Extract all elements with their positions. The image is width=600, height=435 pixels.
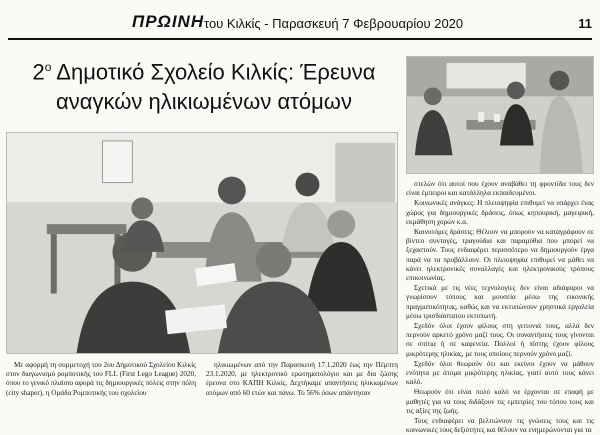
headline-ordinal: ο <box>44 60 52 74</box>
column-3-paragraph: Σχεδόν όλοι θεωρούν ότι και εκείνοι έχουν να μάθουν ενότητα με άτομα μικρότερης ηλικίας, γιατί αυτό τους κάνει καλό. <box>406 359 594 387</box>
column-2-paragraph: ηλικιωμένων από την Παρασκευή 17.1.2020 έως την Πέμπτη 23.1.2020, με ηλεκτρονικό ερωτηματολόγιο και με δια ζώσης έρευνα στο ΚΑΠΗ Κιλκίς. Δεχτήκαμε απαντήσεις ηλικιωμένων ατόμων από 60 ετών και πάνω. Το 56% όσων απάντησαν <box>206 361 398 397</box>
column-3-paragraph: Σχεδόν όλοι έχουν φίλους στη γειτονιά τους, αλλά δεν περνούν αρκετό χρόνο μαζί τους. Οι συναντήσεις τους γίνονται σε σπίτια ή σε καφενεία. Πολλοί ή πίστης έχουν φίλους μικρότερης ηλικίας, με τους οποίους περνούν χρόνο μαζί. <box>406 322 594 358</box>
column-3-paragraph: Σχετικά με τις νέες τεχνολογίες δεν είναι αδιάφοροι να γνωρίσουν τόπους και μουσεία μέσω της εικονικής πραγματικότητας, καθώς και να εκτυπώνουν χρηστικά εργαλεία μέσω τρισδιάστατου εκτυπωτή. <box>406 284 594 320</box>
column-3-paragraph: Τους ενδιαφέρει να βελτιώνουν τις γνώσεις τους και τις κοινωνικές τους δεξιότητες και θέλουν να ενημερώνονται για τα <box>406 417 594 435</box>
newspaper-masthead <box>8 0 592 40</box>
newspaper-name: ΠΡΩΙΝΗ <box>132 12 205 31</box>
headline-number: 2 <box>32 59 45 85</box>
headline-line-2: αναγκών ηλικιωμένων ατόμων <box>56 89 352 115</box>
side-article-photo <box>406 56 594 174</box>
article-column-2 <box>206 361 398 400</box>
column-3-paragraph: στελών ότι αυτοί που έχουν αναβάθει τη φροντίδα τους δεν είναι έμπειροι και κατάλληλα εκπαιδευμένοι. <box>406 180 594 198</box>
article-column-1 <box>6 361 196 400</box>
headline-line-1: Δημοτικό Σχολείο Κιλκίς: Έρευνα <box>51 59 376 85</box>
masthead-rule <box>8 38 592 40</box>
page-number: 11 <box>578 16 592 31</box>
article-column-3 <box>406 180 594 435</box>
article-headline <box>10 52 398 117</box>
column-3-paragraph: Κοινωνικές ανάγκες: Η πλειοψηφία επιθυμεί να υπάρχει ένας χώρος για δημιουργικές δράσεις, όπως κηπουρική, μαγειρική, εκμάθηση χορών κ.α. <box>406 199 594 226</box>
column-3-paragraph: Θεωρούν ότι είναι πολύ καλό να έρχονται σε επαφή με μαθητές για να τους διδάξουν τις εμπειρίες του τόπου τους και τις αξίες της ζωής. <box>406 388 594 415</box>
issue-date-line: του Κιλκίς - Παρασκευή 7 Φεβρουαρίου 2020 <box>204 16 464 31</box>
column-3-paragraph: Καινοτόμες δράσεις: Θέλουν να μπορούν να καταγράφουν σε βίντεο συνταγές, τραγούδια και παραμύθια που μπορεί να ξεχαστούν. Τους ενδιαφέρει περισσότερο να δημιουργούν έργα παρά να τα προβάλλουν. Οι πλειοψηφία επιθυμεί να μάθει να κάνει ηλεκτρονικές συναλλαγές και ηλεκτρονικούς τρόπους επικοινωνίας. <box>406 228 594 283</box>
column-1-paragraph: Με αφορμή τη συμμετοχή του 2ου Δημοτικού Σχολείου Κιλκίς στον διαγωνισμό ρομποτικής του FLL (First Lego League) 2020, όπου το γενικό πλαίσιο αφορά τις δημιουργικές πόλεις στην πόλη (city shaper), η Ομάδα Ρομποτικής του σχολείου <box>6 361 196 397</box>
main-article-photo <box>6 132 398 354</box>
